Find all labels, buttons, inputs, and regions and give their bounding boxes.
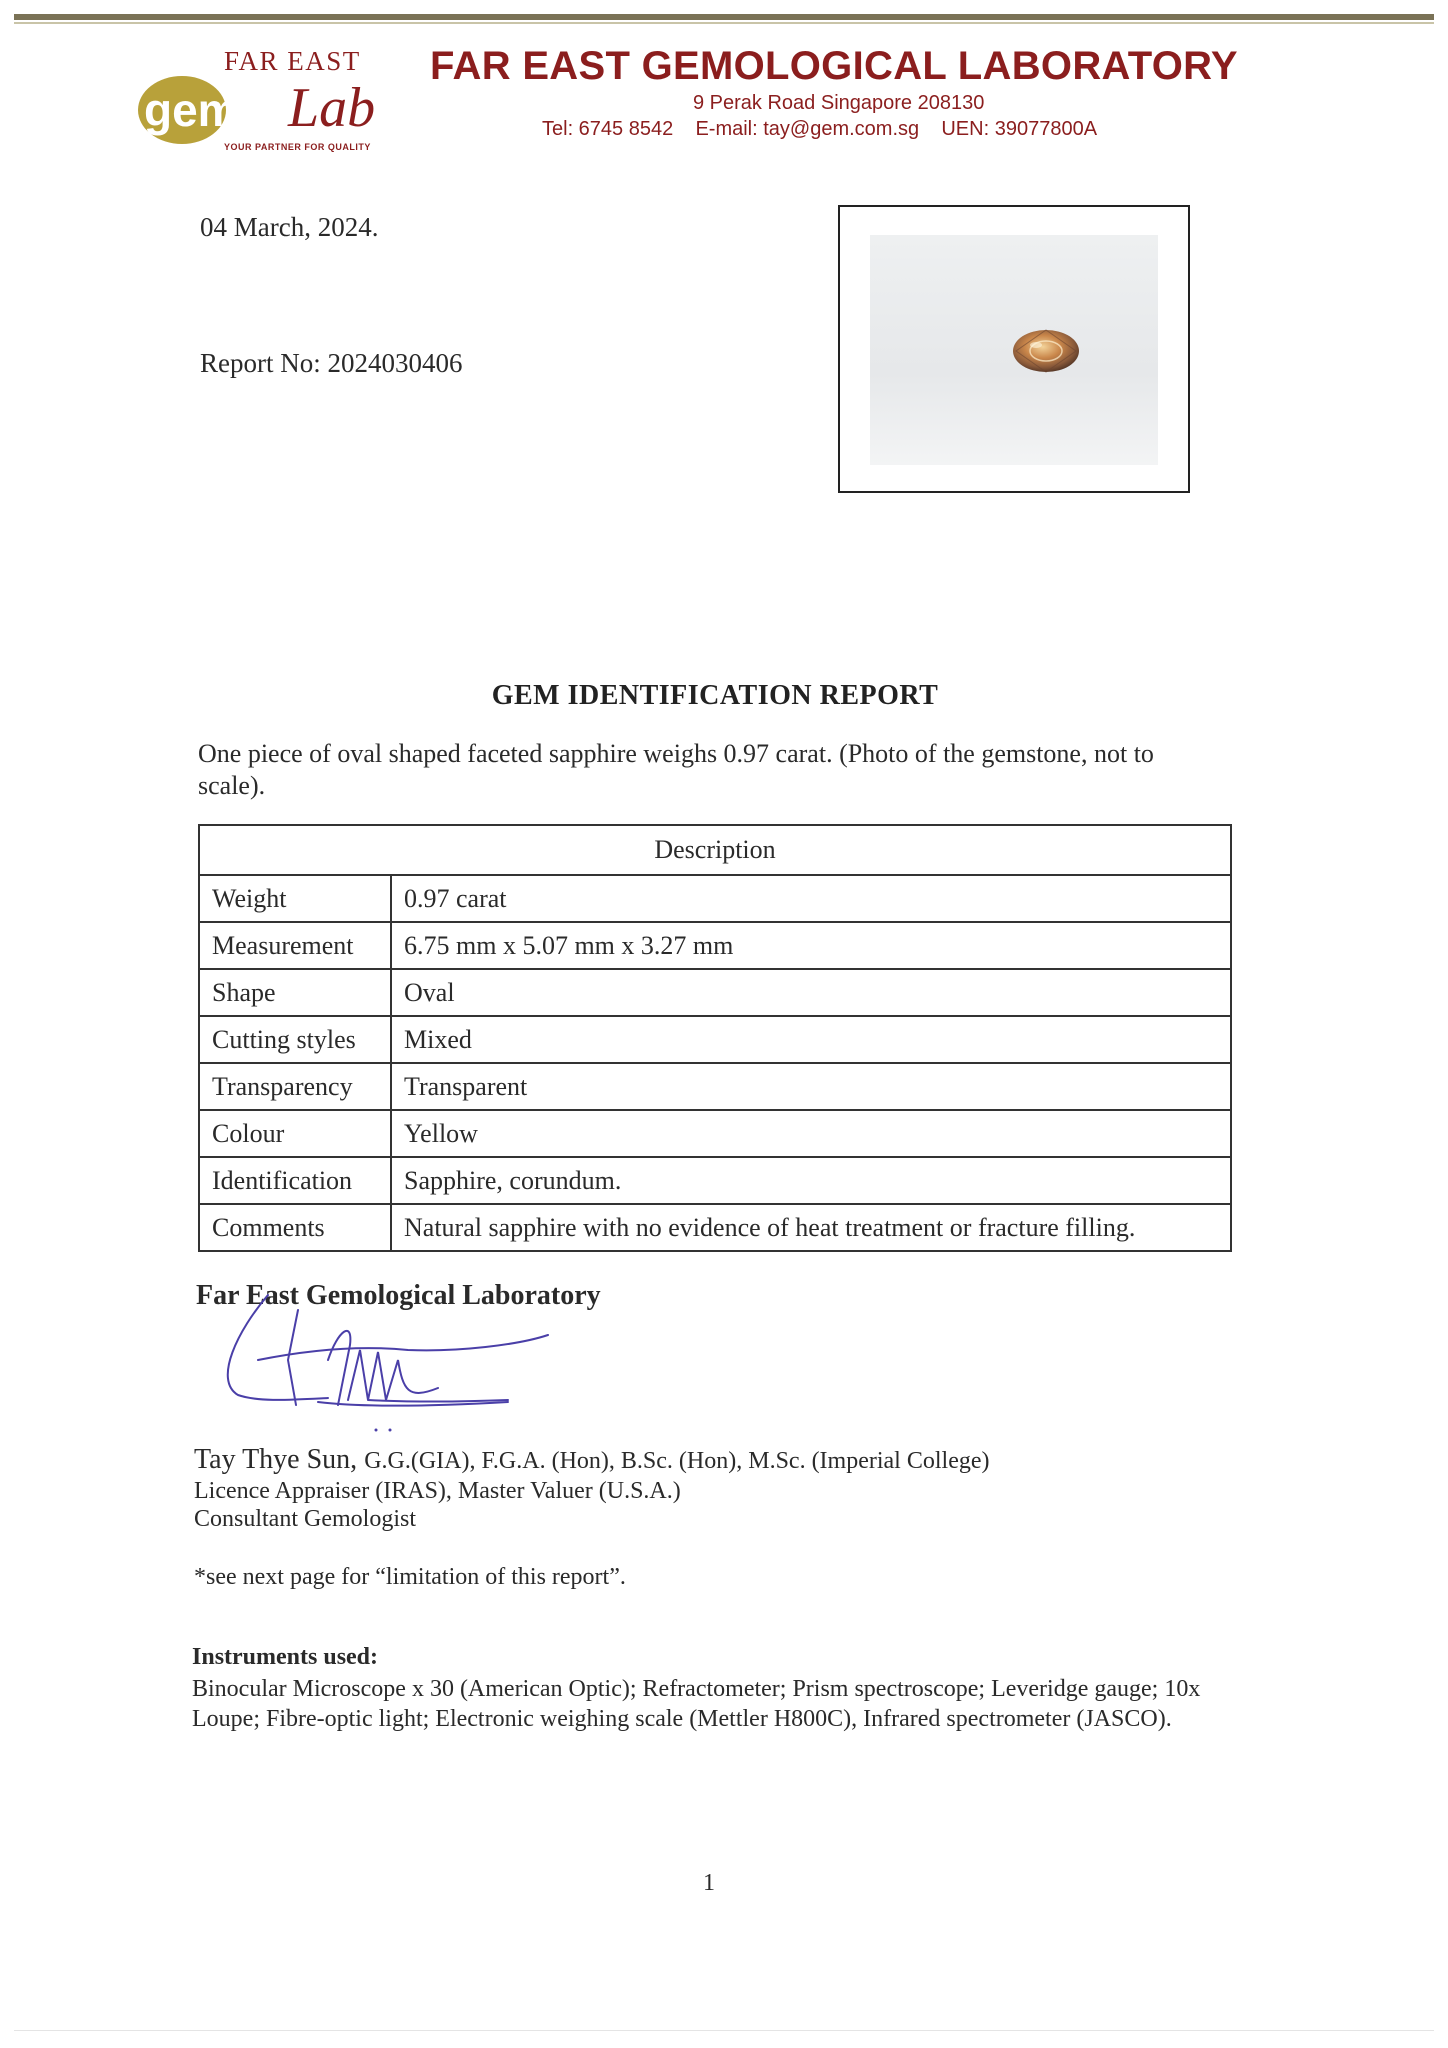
table-header: Description [199, 825, 1231, 875]
row-label: Comments [199, 1204, 391, 1251]
logo-lab-text: Lab [288, 77, 376, 139]
row-label: Colour [199, 1110, 391, 1157]
logo-fareast-text: FAR EAST [224, 46, 361, 76]
signer-role: Consultant Gemologist [194, 1506, 416, 1532]
table-row [199, 969, 1231, 1016]
report-number: Report No: 2024030406 [200, 348, 463, 378]
logo-tagline: YOUR PARTNER FOR QUALITY [224, 142, 371, 152]
table-row [199, 1063, 1231, 1110]
lab-name-heading: FAR EAST GEMOLOGICAL LABORATORY [430, 44, 1238, 88]
logo-gem-text: gem [144, 84, 239, 136]
gemstone-photo [870, 235, 1158, 465]
table-row [199, 875, 1231, 922]
handwritten-signature [218, 1290, 558, 1450]
row-value: 6.75 mm x 5.07 mm x 3.27 mm [391, 922, 1231, 969]
report-title: GEM IDENTIFICATION REPORT [491, 680, 939, 711]
sapphire-gem-image [1012, 327, 1082, 375]
row-label: Transparency [199, 1063, 391, 1110]
gemlab-logo [138, 44, 398, 156]
top-rule-thin [14, 22, 1434, 24]
gemlab-logo-mark [138, 74, 398, 144]
row-value: Transparent [391, 1063, 1231, 1110]
table-row [199, 1110, 1231, 1157]
row-value: Yellow [391, 1110, 1231, 1157]
row-value: Sapphire, corundum. [391, 1157, 1231, 1204]
see-next-page-note: *see next page for “limitation of this report”. [194, 1564, 626, 1590]
signatory-lab-name: Far East Gemological Laboratory [196, 1280, 601, 1311]
row-value: Mixed [391, 1016, 1231, 1063]
instruments-heading: Instruments used: [192, 1644, 379, 1670]
table-row [199, 922, 1231, 969]
gemstone-photo-frame [838, 205, 1190, 493]
table-row [199, 1204, 1231, 1251]
report-intro: One piece of oval shaped faceted sapphire weighs 0.97 carat. (Photo of the gemstone, not to scale). [198, 739, 1154, 800]
table-header-row [199, 825, 1231, 875]
signer-licence: Licence Appraiser (IRAS), Master Valuer (U.S.A.) [194, 1478, 681, 1504]
row-value: Oval [391, 969, 1231, 1016]
page-number: 1 [703, 1870, 715, 1896]
row-value: 0.97 carat [391, 875, 1231, 922]
lab-contact: Tel: 6745 8542 E-mail: tay@gem.com.sg UEN: 39077800A [542, 118, 1098, 140]
description-table [198, 824, 1232, 1252]
row-label: Cutting styles [199, 1016, 391, 1063]
lab-address: 9 Perak Road Singapore 208130 [693, 92, 985, 114]
table-row [199, 1157, 1231, 1204]
signer-name [194, 1444, 990, 1476]
row-label: Identification [199, 1157, 391, 1204]
row-label: Weight [199, 875, 391, 922]
row-value: Natural sapphire with no evidence of heat treatment or fracture filling. [391, 1204, 1231, 1251]
report-date: 04 March, 2024. [200, 212, 379, 242]
row-label: Measurement [199, 922, 391, 969]
instruments-list: Binocular Microscope x 30 (American Optic); Refractometer; Prism spectroscope; Leveridge gauge; 10x Loupe; Fibre-optic light; Electronic weighing scale (Mettler H800C), Infrared spectrometer (JASCO). [192, 1676, 1201, 1732]
row-label: Shape [199, 969, 391, 1016]
bottom-rule [14, 2030, 1434, 2031]
top-rule [14, 14, 1434, 20]
table-row [199, 1016, 1231, 1063]
signer-credentials: G.G.(GIA), F.G.A. (Hon), B.Sc. (Hon), M.Sc. (Imperial College) [364, 1448, 990, 1474]
signer-name-text: Tay Thye Sun, [194, 1444, 358, 1475]
